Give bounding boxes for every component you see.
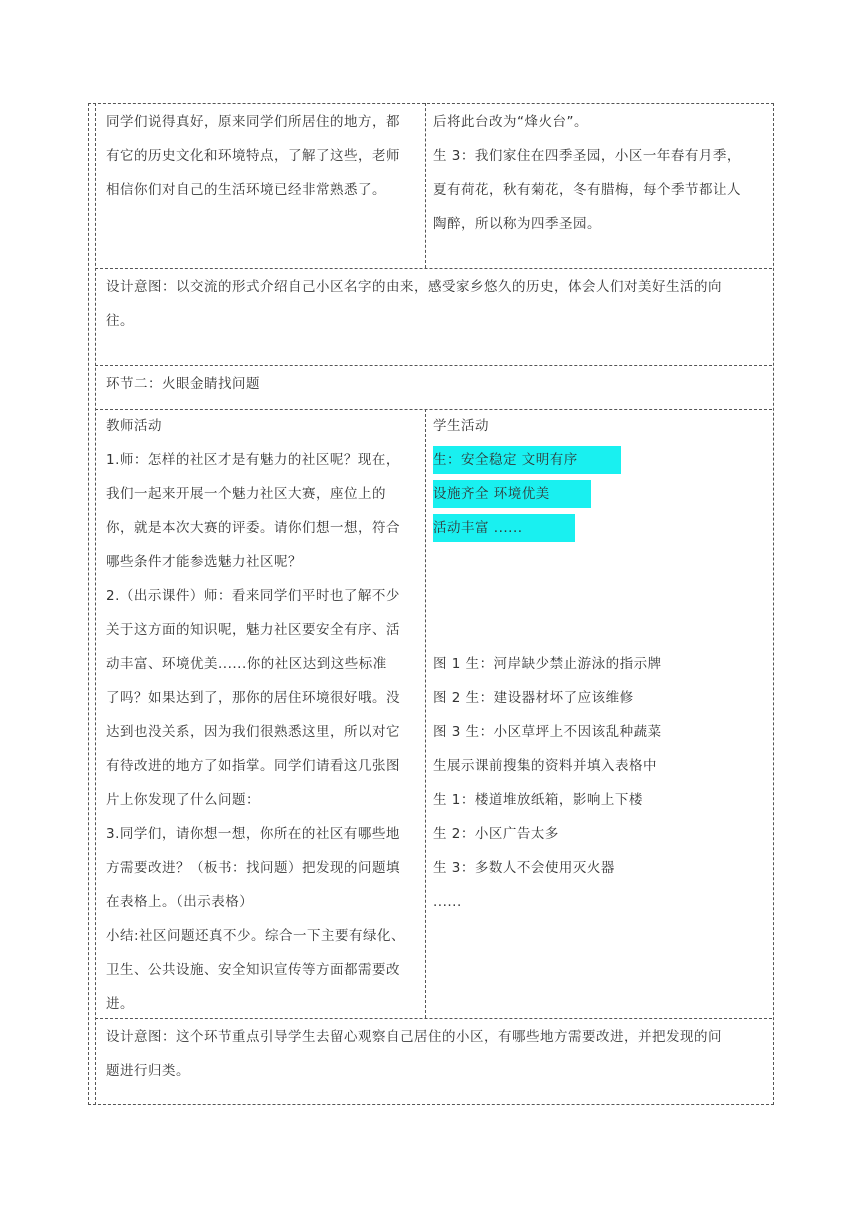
teacher-line: 2.（出示课件）师：看来同学们平时也了解不少 [106,588,400,604]
section-2-title: 环节二：火眼金睛找问题 [106,376,260,392]
teacher-line: 1.师：怎样的社区才是有魅力的社区呢？现在， [106,452,400,468]
student-cell-1 [433,105,769,241]
student-activity-header: 学生活动 [433,418,489,434]
table-row-divider [95,268,772,269]
student-line: 生 2：小区广告太多 [433,826,559,842]
student-line: 陶醉，所以称为四季圣园。 [433,216,601,232]
student-line: 生 3：我们家住在四季圣园，小区一年春有月季， [433,148,741,164]
teacher-line: 有它的历史文化和环境特点，了解了这些，老师 [106,148,400,164]
student-line: 夏有荷花，秋有菊花，冬有腊梅，每个季节都让人 [433,182,741,198]
design-line: 题进行归类。 [106,1063,190,1079]
teacher-line: 进。 [106,996,134,1012]
teacher-line: 片上你发现了什么问题： [106,792,260,808]
teacher-activity-header: 教师活动 [106,418,162,434]
table-row-divider [95,365,772,366]
teacher-line: 关于这方面的知识呢，魅力社区要安全有序、活 [106,622,400,638]
highlighted-answer: 生：安全稳定 文明有序 [433,446,621,474]
teacher-line: 卫生、公共设施、安全知识宣传等方面都需要改 [106,962,400,978]
highlighted-answer: 活动丰富 ...... [433,514,575,542]
student-line: 图 2 生：建设器材坏了应该维修 [433,690,634,706]
student-line: 图 3 生：小区草坪上不因该乱种蔬菜 [433,724,662,740]
teacher-line: 相信你们对自己的生活环境已经非常熟悉了。 [106,182,386,198]
table-column-divider [425,409,426,1018]
student-line: 生展示课前搜集的资料并填入表格中 [433,758,657,774]
teacher-cell-1 [106,105,422,207]
table-column-divider [425,103,426,268]
teacher-line: 你，就是本次大赛的评委。请你们想一想，符合 [106,520,400,536]
student-line: ...... [433,894,462,910]
teacher-line: 同学们说得真好，原来同学们所居住的地方，都 [106,114,400,130]
student-responses [433,647,769,919]
teacher-activity-cell [106,409,422,1021]
table-left-rule [95,103,96,1105]
teacher-line: 达到也没关系，因为我们很熟悉这里，所以对它 [106,724,400,740]
teacher-line: 动丰富、环境优美......你的社区达到这些标准 [106,656,387,672]
teacher-line: 哪些条件才能参选魅力社区呢？ [106,554,302,570]
teacher-line: 3.同学们，请你想一想，你所在的社区有哪些地 [106,826,400,842]
student-activity-cell [433,409,769,545]
design-line: 往。 [106,313,134,329]
design-intent-1 [106,270,768,338]
teacher-line: 在表格上。（出示表格） [106,894,254,910]
student-line: 生 3：多数人不会使用灭火器 [433,860,615,876]
teacher-line: 方需要改进？（板书：找问题）把发现的问题填 [106,860,400,876]
teacher-line: 我们一起来开展一个魅力社区大赛，座位上的 [106,486,386,502]
student-line: 生 1：楼道堆放纸箱，影响上下楼 [433,792,643,808]
teacher-line: 有待改进的地方了如指掌。同学们请看这几张图 [106,758,400,774]
highlighted-answer: 设施齐全 环境优美 [433,480,591,508]
teacher-line: 小结:社区问题还真不少。综合一下主要有绿化、 [106,928,406,944]
student-line: 图 1 生：河岸缺少禁止游泳的指示牌 [433,656,662,672]
design-intent-2 [106,1020,768,1088]
teacher-line: 了吗？如果达到了，那你的居住环境很好哦。没 [106,690,400,706]
design-line: 设计意图：以交流的形式介绍自己小区名字的由来，感受家乡悠久的历史，体会人们对美好生活的向 [106,279,722,295]
student-line: 后将此台改为“烽火台”。 [433,114,588,130]
design-line: 设计意图：这个环节重点引导学生去留心观察自己居住的小区，有哪些地方需要改进，并把发现的问 [106,1029,722,1045]
